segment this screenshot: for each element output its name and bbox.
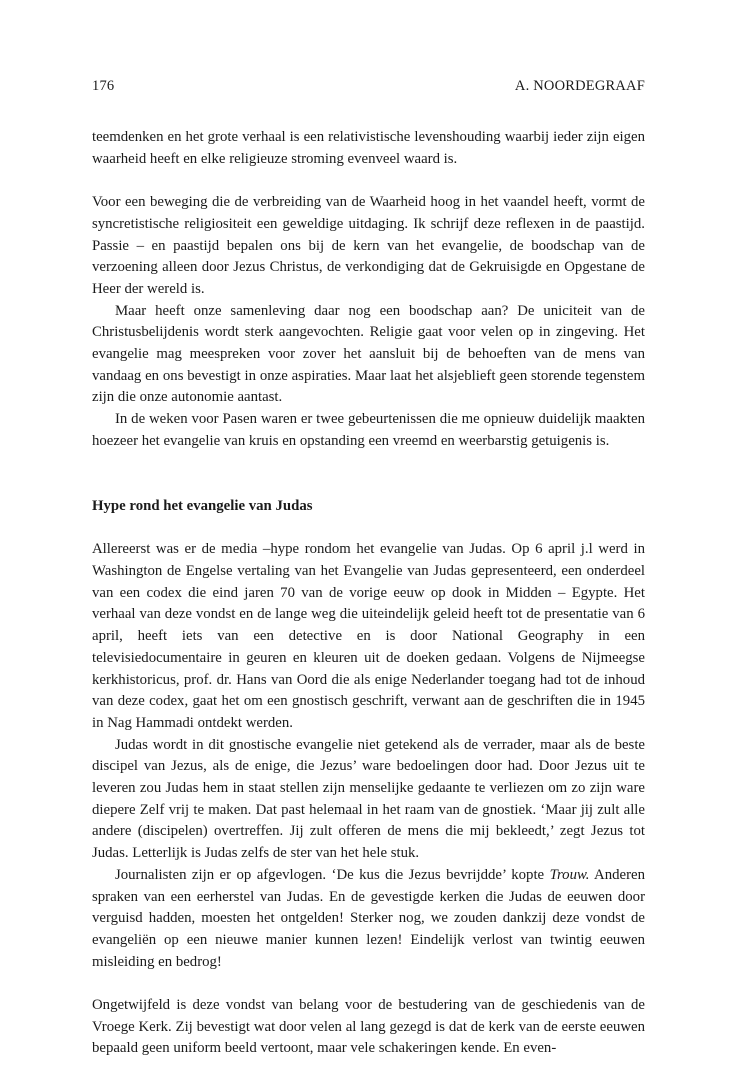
paragraph-media-hype: Allereerst was er de media –hype rondom het evangelie van Judas. Op 6 april j.l werd in Washington de Engelse vertaling van het Evangelie van Judas gepresenteerd, een onderdeel van een codex die eind jaren 70 van de vorige eeuw op dook in Midden – Egypte. Het verhaal van deze vondst en de lange weg die uiteindelijk geleid heeft tot de presentatie van 6 april, heeft iets van een detective en is door National Geography in een televisiedocumentaire in geuren en kleuren uit de doeken gedaan. Volgens de Nijmeegse kerkhistoricus, prof. dr. Hans van Oord die als enige Nederlander toegang had tot de inhoud van deze codex, gaat het om een gnostisch geschrift, verwant aan de geschriften die in 1945 in Nag Hammadi ontdekt werden. [92, 541, 645, 731]
journalists-text-end: Anderen spraken van een eerherstel van Judas. En de gevestigde kerken die Judas de eeuwen door verguisd hadden, moesten het ontgelden! Sterker nog, we zouden dankzij deze vondst de evangeliën op een nieuwe manier kunnen lezen! Eindelijk verlost van twintig eeuwen misleiding en bedrog! [92, 866, 646, 970]
section-heading: Hype rond het evangelie van Judas [92, 497, 313, 514]
paragraph-journalists [92, 865, 645, 974]
body-text [92, 127, 645, 1060]
journalists-text-start: Journalisten zijn er op afgevlogen. ‘De kus die Jezus bevrijdde’ kopte [115, 866, 550, 883]
newspaper-title: Trouw. [549, 866, 590, 883]
running-head-author: A. NOORDEGRAAF [514, 78, 645, 94]
paragraph-easter-events: In de weken voor Pasen waren er twee gebeurtenissen die me opnieuw duidelijk maakten hoezeer het evangelie van kruis en opstanding een vreemd en weerbarstig getuigenis is. [92, 411, 645, 449]
paragraph-continuation: teemdenken en het grote verhaal is een relativistische levenshouding waarbij ieder zijn eigen waarheid heeft en elke religieuze stroming evenveel waard is. [92, 129, 645, 167]
book-page [92, 76, 645, 1060]
running-head [92, 76, 645, 96]
page-number: 176 [92, 78, 115, 94]
paragraph-gnostic-judas: Judas wordt in dit gnostische evangelie niet getekend als de verrader, maar als de beste discipel van Jezus, als de enige, die Jezus’ ware bedoelingen door had. Door Jezus uit te leveren zou Judas hem in staat stellen zijn menselijke gedaante te verliezen om zo zijn ware diepere Zelf vrij te maken. Dat past helemaal in het raam van de gnostiek. ‘Maar jij zult alle andere (discipelen) overtreffen. Jij zult offeren de mens die mij bekleedt,’ zegt Jezus tot Judas. Letterlijk is Judas zelfs de ster van het hele stuk. [92, 736, 645, 862]
paragraph-society: Maar heeft onze samenleving daar nog een boodschap aan? De uniciteit van de Christusbelijdenis wordt sterk aangevochten. Religie gaat voor velen op in zingeving. Het evangelie mag meespreken voor zover het aansluit bij de behoeften van de mens van vandaag en ons bevestigt in onze aspiraties. Maar laat het alsjeblieft geen storende tegenstem zijn die onze autonomie aantast. [92, 302, 645, 406]
paragraph-syncretism: Voor een beweging die de verbreiding van de Waarheid hoog in het vaandel heeft, vormt de syncretistische religiositeit een geweldige uitdaging. Ik schrijf deze reflexen in de paastijd. Passie – en paastijd bepalen ons bij de kern van het evangelie, de boodschap van de verzoening alleen door Jezus Christus, de verkondiging dat de Gekruisigde en Opgestane de Heer der wereld is. [92, 194, 645, 297]
paragraph-early-church: Ongetwijfeld is deze vondst van belang voor de bestudering van de geschiedenis van de Vroege Kerk. Zij bevestigt wat door velen al lang gezegd is dat de kerk van de eerste eeuwen bepaald geen uniform beeld vertoont, maar vele schakeringen kende. En even- [92, 997, 645, 1057]
